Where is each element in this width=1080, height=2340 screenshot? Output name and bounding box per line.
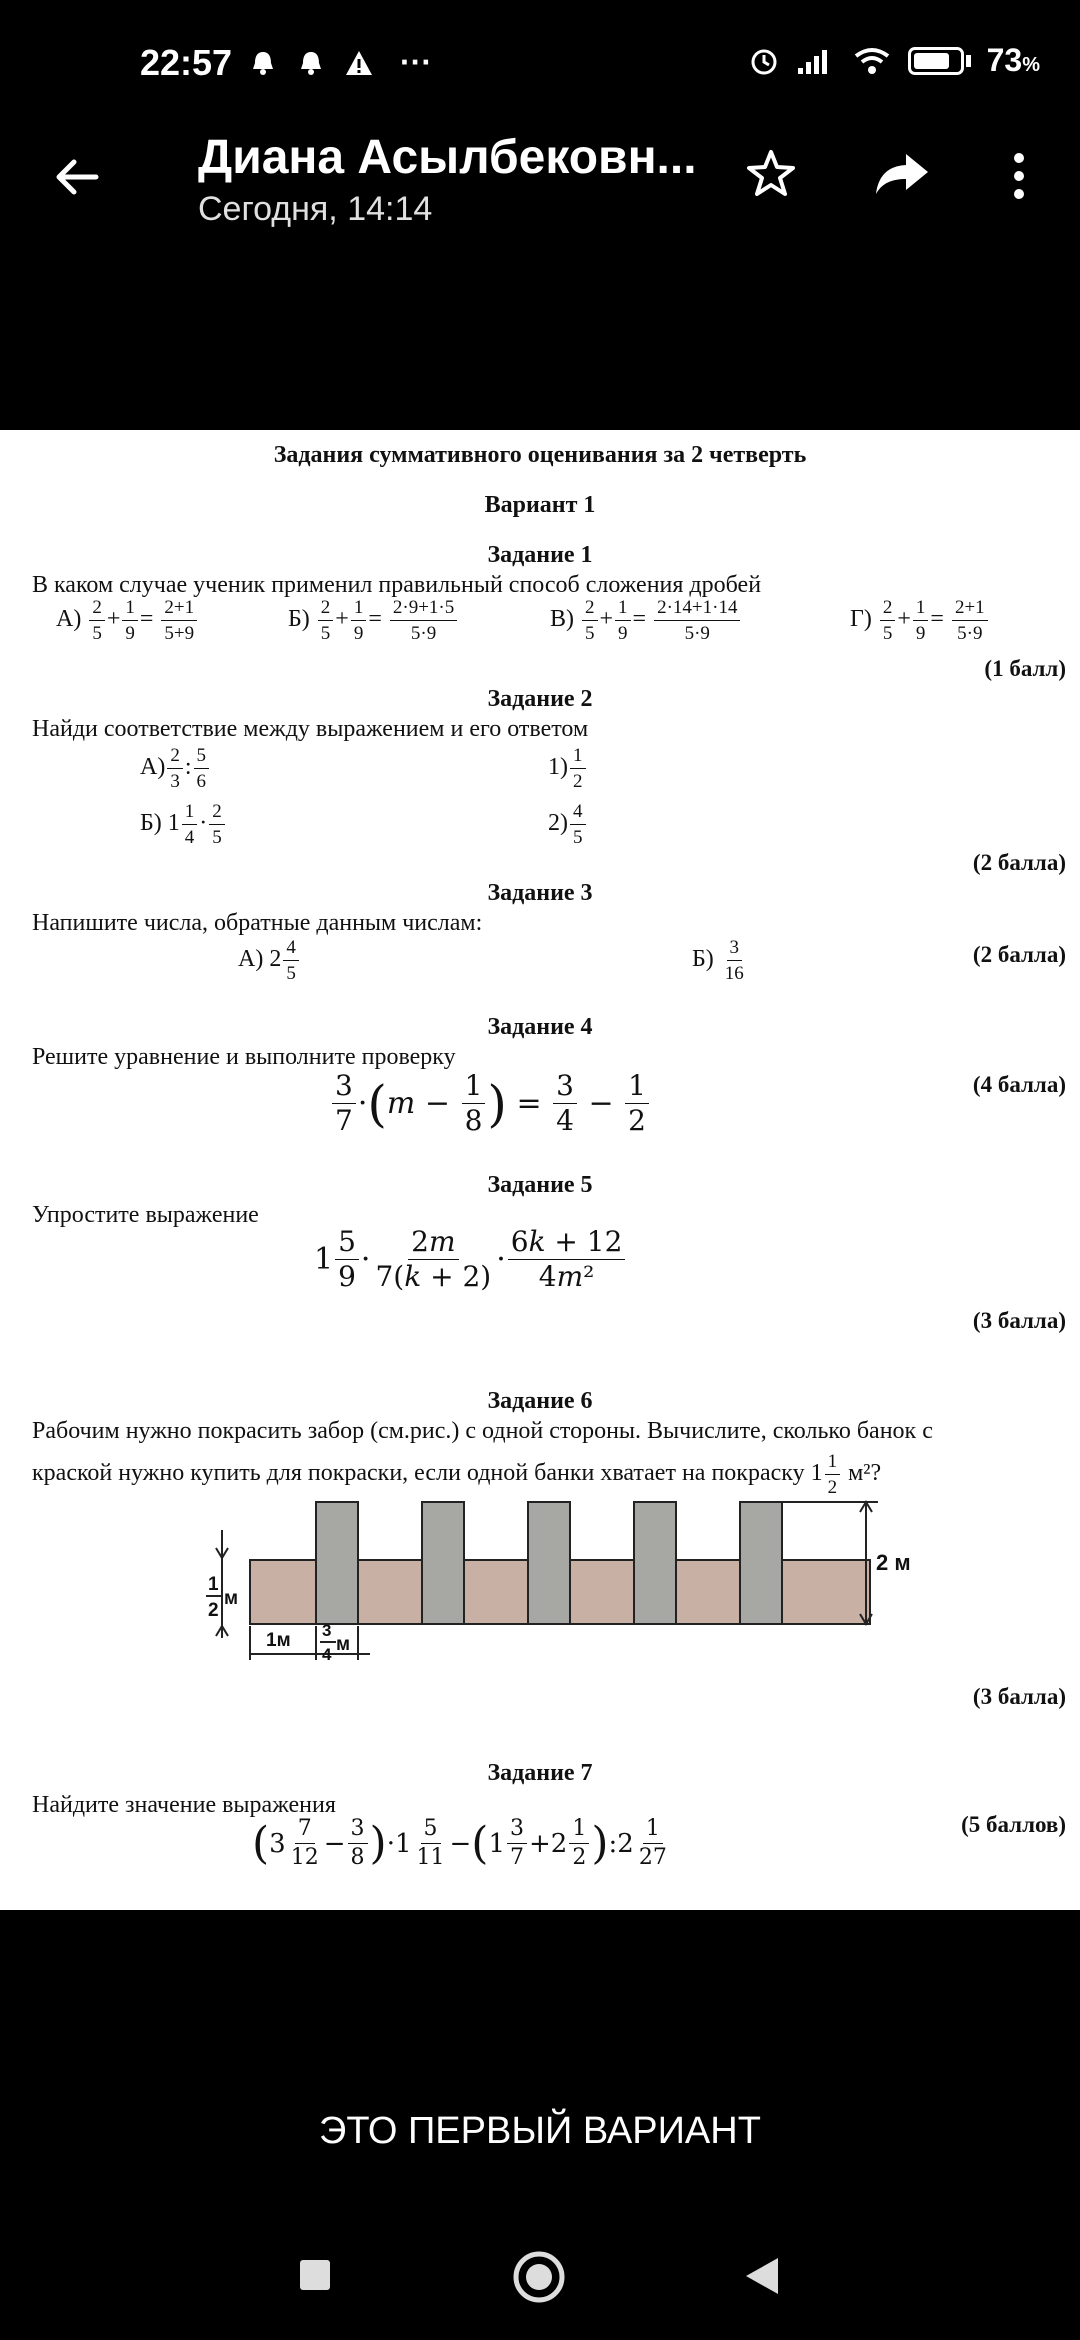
sender-name: Диана Асылбековн... [198,131,697,184]
task5-expression: 1 5 9 · 2m 7(k + 2) · 6k + 12 4m² [314,1228,627,1291]
task4-question: Решите уравнение и выполните проверку [32,1044,456,1070]
task5-points: (3 балла) [972,1308,1066,1333]
signal-icon [796,46,836,76]
task2-question: Найди соответствие между выражением и его ответом [32,716,589,742]
svg-text:3: 3 [322,1621,332,1640]
fence-post [634,1502,676,1624]
task2-expr-b: Б) 1 $\frac{1}{4}$ · $\frac{2}{5}$ [140,802,227,847]
task2-expr-a: А) $\frac{2}{3}$ : $\frac{5}{6}$ [140,746,211,791]
fence-post-width-label: м [336,1634,351,1655]
battery-icon [908,47,964,75]
share-forward-icon[interactable] [872,148,932,200]
task6-title: Задание 6 [487,1388,593,1414]
attached-document[interactable] [0,430,1080,1910]
alarm-icon [248,48,278,78]
task7-question: Найдите значение выражения [32,1792,336,1818]
task4-points: (4 балла) [972,1072,1066,1097]
fence-figure [200,1500,920,1690]
star-icon[interactable] [745,148,797,200]
back-nav-icon[interactable] [744,2256,780,2296]
task1-option-v: В) $\frac{2}{5}$ + $\frac{1}{9}$ = $\frac{2\cdot 14+1\cdot 14}{5\cdot 9}$ [550,598,742,643]
task3-expr-a: А) 2 $\frac{4}{5}$ [238,938,301,983]
task5-question: Упростите выражение [32,1202,259,1228]
task6-question-line1: Рабочим нужно покрасить забор (см.рис.) с одной стороны. Вычислите, сколько банок с [32,1418,933,1444]
task4-equation: 3 7 · ( m − 1 8 ) = 3 4 − 1 2 [330,1072,651,1135]
back-arrow-icon[interactable] [52,152,102,202]
task6-question-line2: краской нужно купить для покраски, если одной банки хватает на покраску 1 $\frac{1}{2}$ м²? [32,1451,882,1498]
wifi-icon [852,46,892,76]
task4-title: Задание 4 [487,1014,593,1040]
status-time: 22:57 [140,42,233,83]
task1-question: В каком случае ученик применил правильный способ сложения дробей [32,572,762,598]
fence-height-label: 2 м [876,1550,911,1575]
doc-title: Задания суммативного оценивания за 2 четверть [273,442,807,468]
fence-width-label: 1м [266,1630,291,1651]
svg-text:4: 4 [322,1645,332,1664]
fence-post [422,1502,464,1624]
more-options-icon[interactable] [1004,150,1034,202]
task3-question: Напишите числа, обратные данным числам: [32,910,483,936]
task2-answer-2: 2) $\frac{4}{5}$ [548,802,588,847]
task3-points: (2 балла) [972,942,1066,967]
task1-title: Задание 1 [487,542,593,568]
home-icon[interactable] [512,2250,566,2304]
status-bar [0,0,1080,126]
more-notifications-icon: ··· [400,44,432,80]
fence-small-label: м [224,1588,239,1609]
task2-answer-1: 1) $\frac{1}{2}$ [548,746,588,791]
task6-points: (3 балла) [972,1684,1066,1709]
fence-post [528,1502,570,1624]
task7-points: (5 баллов) [961,1812,1066,1837]
fence-post [740,1502,782,1624]
task1-points: (1 балл) [984,656,1066,681]
battery-level: 73% [986,42,1040,78]
fence-post [316,1502,358,1624]
task7-title: Задание 7 [487,1760,593,1786]
app-header [0,126,1080,266]
message-caption: ЭТО ПЕРВЫЙ ВАРИАНТ [319,2110,761,2152]
task7-expression: ( 3 7 12 − 3 8 ) ·1 5 11 − ( 1 3 7 +2 1 2 ) :2 1 27 [252,1816,667,1870]
task3-expr-b: Б) $\frac{3}{16}$ [692,937,744,984]
alarm-icon [296,48,326,78]
warning-icon [344,48,374,78]
task2-points: (2 балла) [972,850,1066,875]
task3-title: Задание 3 [487,880,593,906]
task1-option-b: Б) $\frac{2}{5}$ + $\frac{1}{9}$ = $\frac{2\cdot 9+1\cdot 5}{5\cdot 9}$ [288,598,459,643]
svg-text:2: 2 [208,1600,219,1621]
svg-text:1: 1 [208,1574,219,1595]
navigation-bar [0,2220,1080,2340]
alarm-clock-icon [748,45,780,77]
task1-option-g: Г) $\frac{2}{5}$ + $\frac{1}{9}$ = $\frac{2+1}{5\cdot 9}$ [850,598,990,643]
task1-option-a: А) $\frac{2}{5}$ + $\frac{1}{9}$ = $\frac{2+1}{5+9}$ [56,598,199,643]
task2-title: Задание 2 [487,686,593,712]
task5-title: Задание 5 [487,1172,593,1198]
message-date: Сегодня, 14:14 [198,190,433,228]
doc-variant: Вариант 1 [484,492,596,518]
recent-apps-icon[interactable] [298,2258,332,2292]
